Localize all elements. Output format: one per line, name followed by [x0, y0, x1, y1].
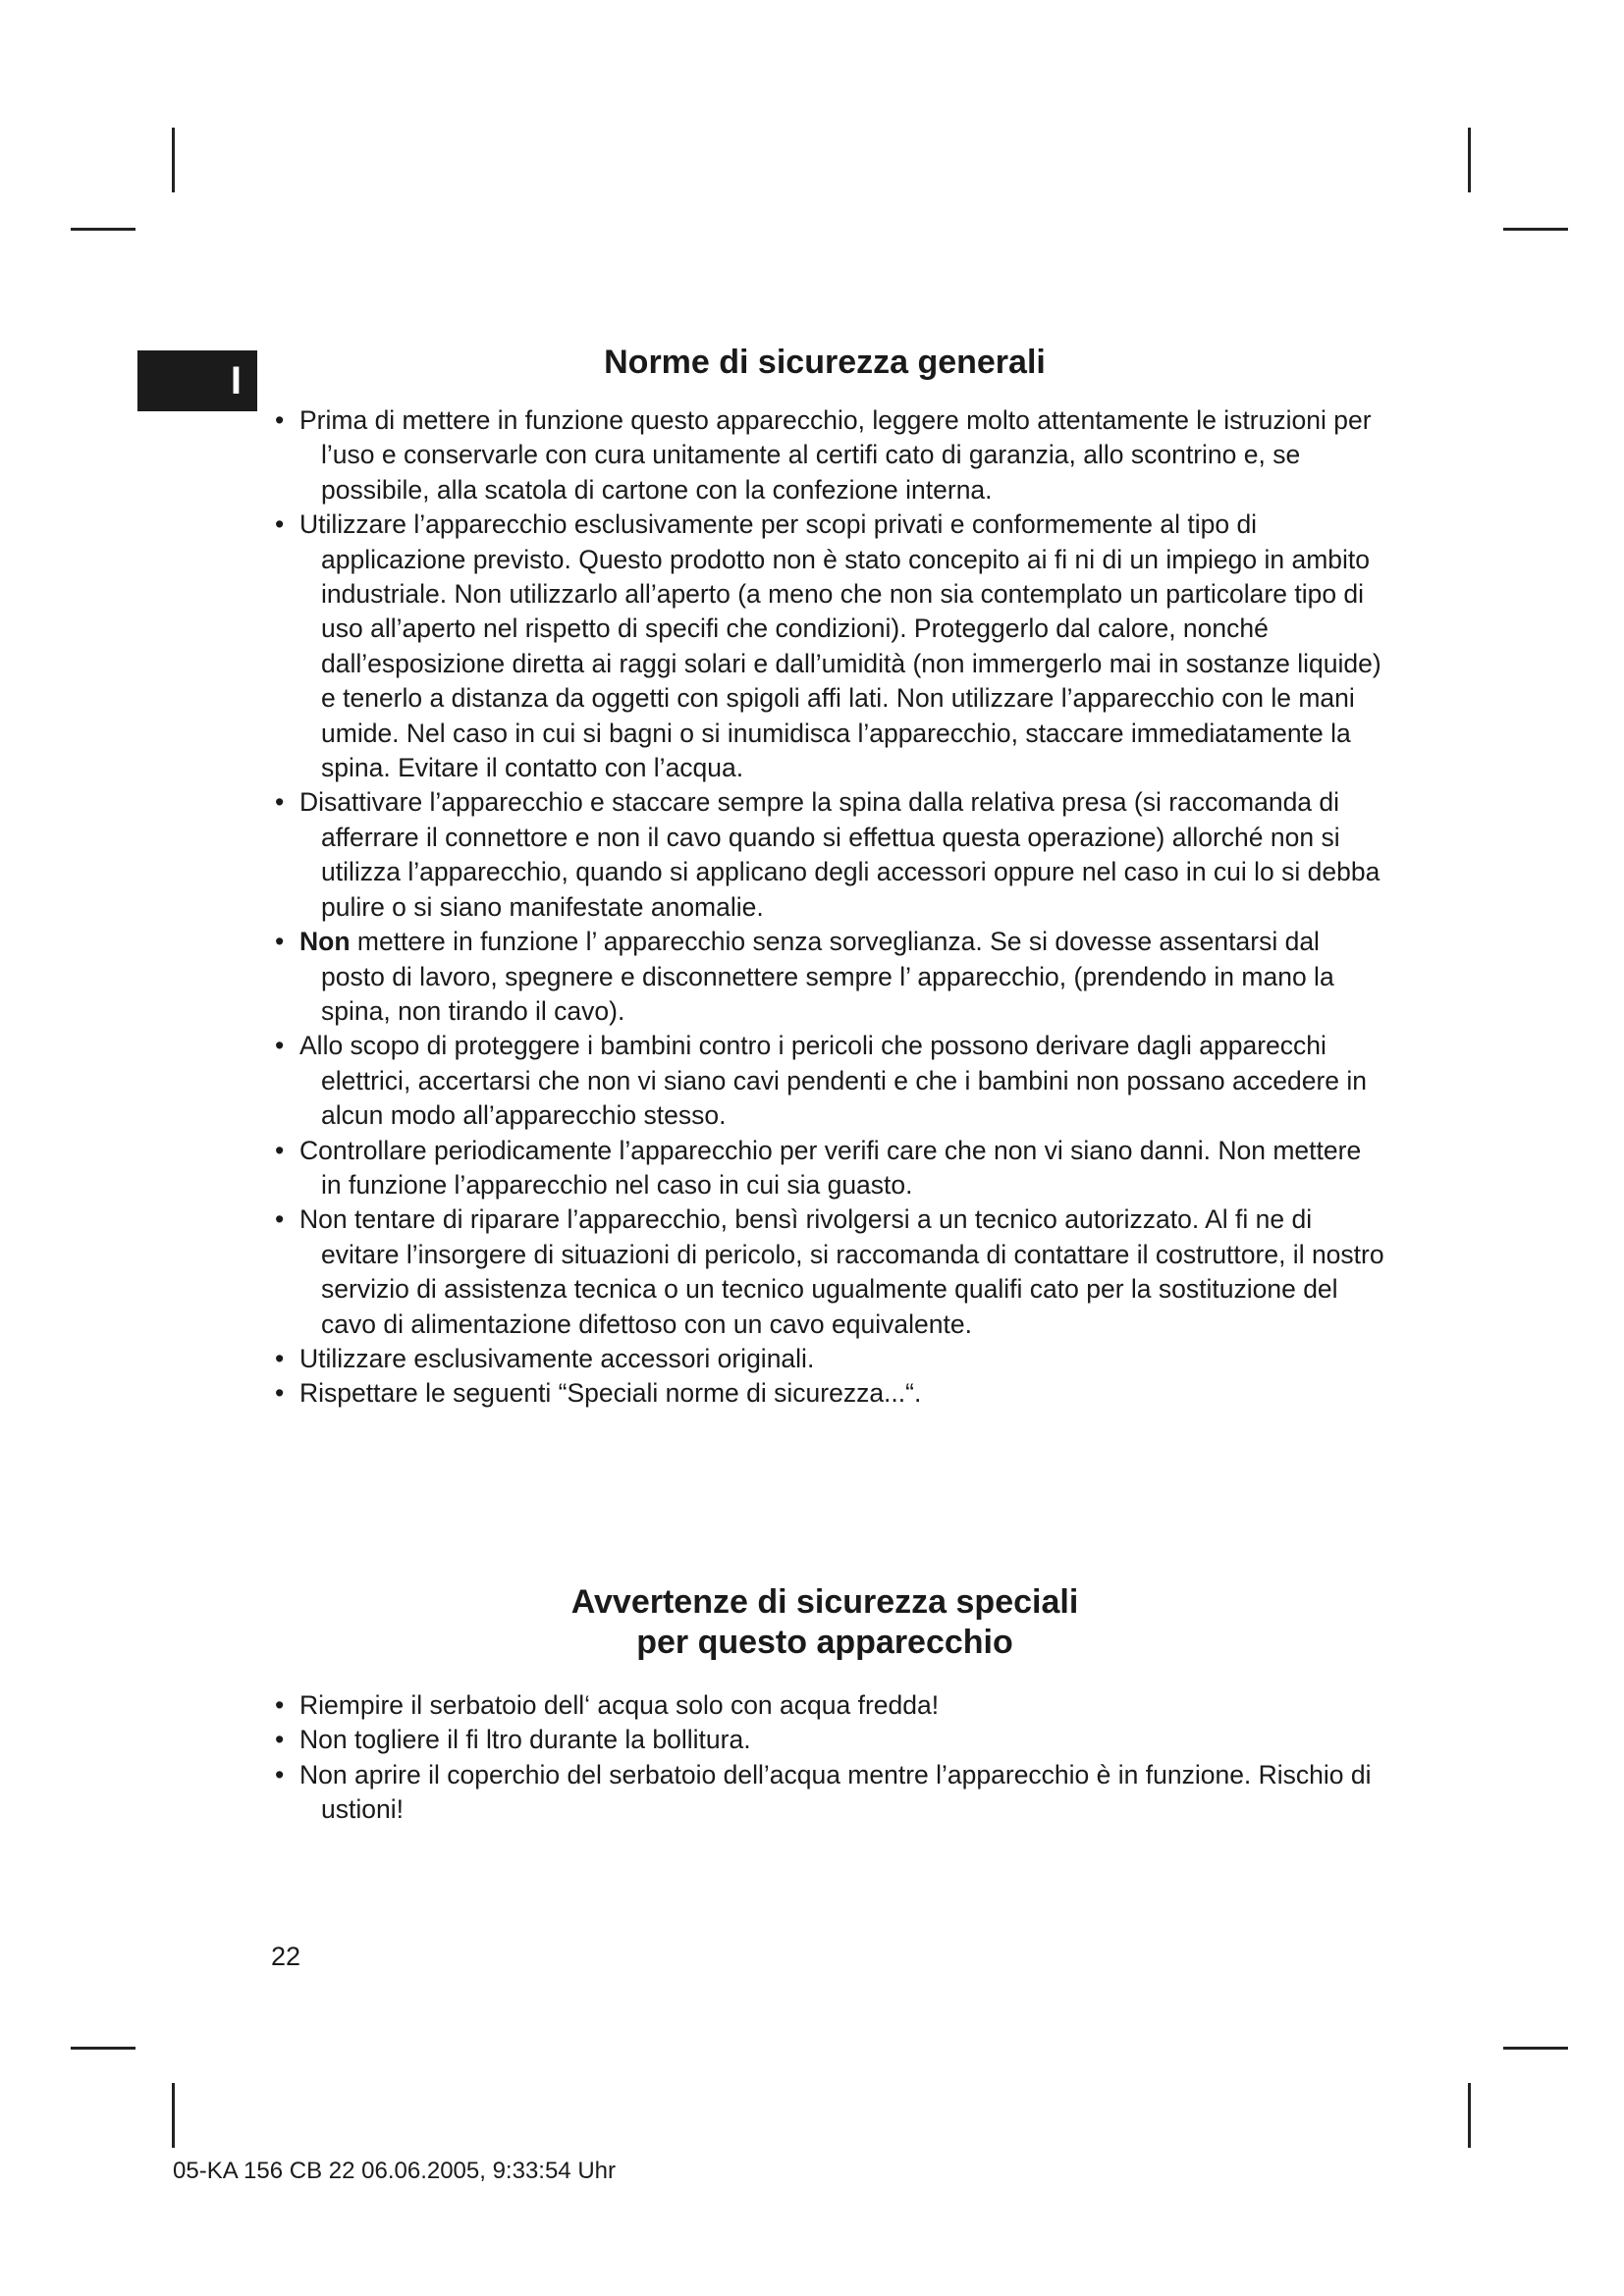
- language-tab: I: [137, 350, 257, 411]
- list-item: • Non aprire il coperchio del serbatoio dell’acqua mentre l’apparecchio è in funzione. Rischio di ustioni!: [275, 1758, 1384, 1828]
- list-item: • Prima di mettere in funzione questo apparecchio, leggere molto attentamente le istruzioni per l’uso e conservarle con cura unitamente al certifi cato di garanzia, allo scontrino e, se possibile, alla scatola di cartone con la confezione interna.: [275, 403, 1384, 507]
- crop-mark: [172, 128, 175, 192]
- print-imprint: 05-KA 156 CB 22 06.06.2005, 9:33:54 Uhr: [173, 2158, 616, 2184]
- crop-mark: [1468, 2083, 1471, 2148]
- crop-mark: [71, 228, 135, 231]
- section2-title-line1: Avvertenze di sicurezza speciali: [570, 1583, 1079, 1621]
- crop-mark: [1503, 228, 1568, 231]
- section1-title: Norme di sicurezza generali: [604, 344, 1046, 381]
- list-item: • Disattivare l’apparecchio e staccare sempre la spina dalla relativa presa (si raccomanda di afferrare il connettore e non il cavo quando si effettua questa operazione) allorché non si utilizza l’apparecchio, quando si applicano degli accessori oppure nel caso in cui lo si debba pulire o si siano manifestate anomalie.: [275, 785, 1384, 925]
- list-item: • Controllare periodicamente l’apparecchio per verifi care che non vi siano danni. Non mettere in funzione l’apparecchio nel caso in cui sia guasto.: [275, 1134, 1384, 1203]
- special-safety-list: [275, 1688, 1384, 1828]
- list-item: • Allo scopo di proteggere i bambini contro i pericoli che possono derivare dagli apparecchi elettrici, accertarsi che non vi siano cavi pendenti e che i bambini non possano accedere in alcun modo all’apparecchio stesso.: [275, 1029, 1384, 1133]
- section2-title: [295, 1582, 1355, 1663]
- crop-mark: [172, 2083, 175, 2148]
- list-item: • Non tentare di riparare l’apparecchio, bensì rivolgersi a un tecnico autorizzato. Al fi ne di evitare l’insorgere di situazioni di pericolo, si raccomanda di contattare il costruttore, il nostro servizio di assistenza tecnica o un tecnico ugualmente qualifi cato per la sostituzione del cavo di alimentazione difettoso con un cavo equivalente.: [275, 1202, 1384, 1342]
- crop-mark: [71, 2047, 135, 2050]
- list-item: • Riempire il serbatoio dell‘ acqua solo con acqua fredda!: [275, 1688, 1384, 1723]
- section2-title-line2: per questo apparecchio: [636, 1624, 1013, 1661]
- general-safety-list: [275, 403, 1384, 1412]
- crop-mark: [1503, 2047, 1568, 2050]
- list-item: • Utilizzare l’apparecchio esclusivamente per scopi privati e conformemente al tipo di applicazione previsto. Questo prodotto non è stato concepito ai fi ni di un impiego in ambito industriale. Non utilizzarlo all’aperto (a meno che non sia contemplato un particolare tipo di uso all’aperto nel rispetto di specifi che condizioni). Proteggerlo dal calore, nonché dall’esposizione diretta ai raggi solari e dall’umidità (non immergerlo mai in sostanze liquide) e tenerlo a distanza da oggetti con spigoli affi lati. Non utilizzare l’apparecchio con le mani umide. Nel caso in cui si bagni o si inumidisca l’apparecchio, staccare immediatamente la spina. Evitare il contatto con l’acqua.: [275, 507, 1384, 785]
- list-item: • Non mettere in funzione l’ apparecchio senza sorveglianza. Se si dovesse assentarsi dal posto di lavoro, spegnere e disconnettere sempre l’ apparecchio, (prendendo in mano la spina, non tirando il cavo).: [275, 925, 1384, 1029]
- list-item: • Utilizzare esclusivamente accessori originali.: [275, 1342, 1384, 1376]
- crop-mark: [1468, 128, 1471, 192]
- page-number: 22: [271, 1942, 301, 1971]
- list-item: • Non togliere il fi ltro durante la bollitura.: [275, 1723, 1384, 1757]
- list-item: • Rispettare le seguenti “Speciali norme di sicurezza...“.: [275, 1376, 1384, 1411]
